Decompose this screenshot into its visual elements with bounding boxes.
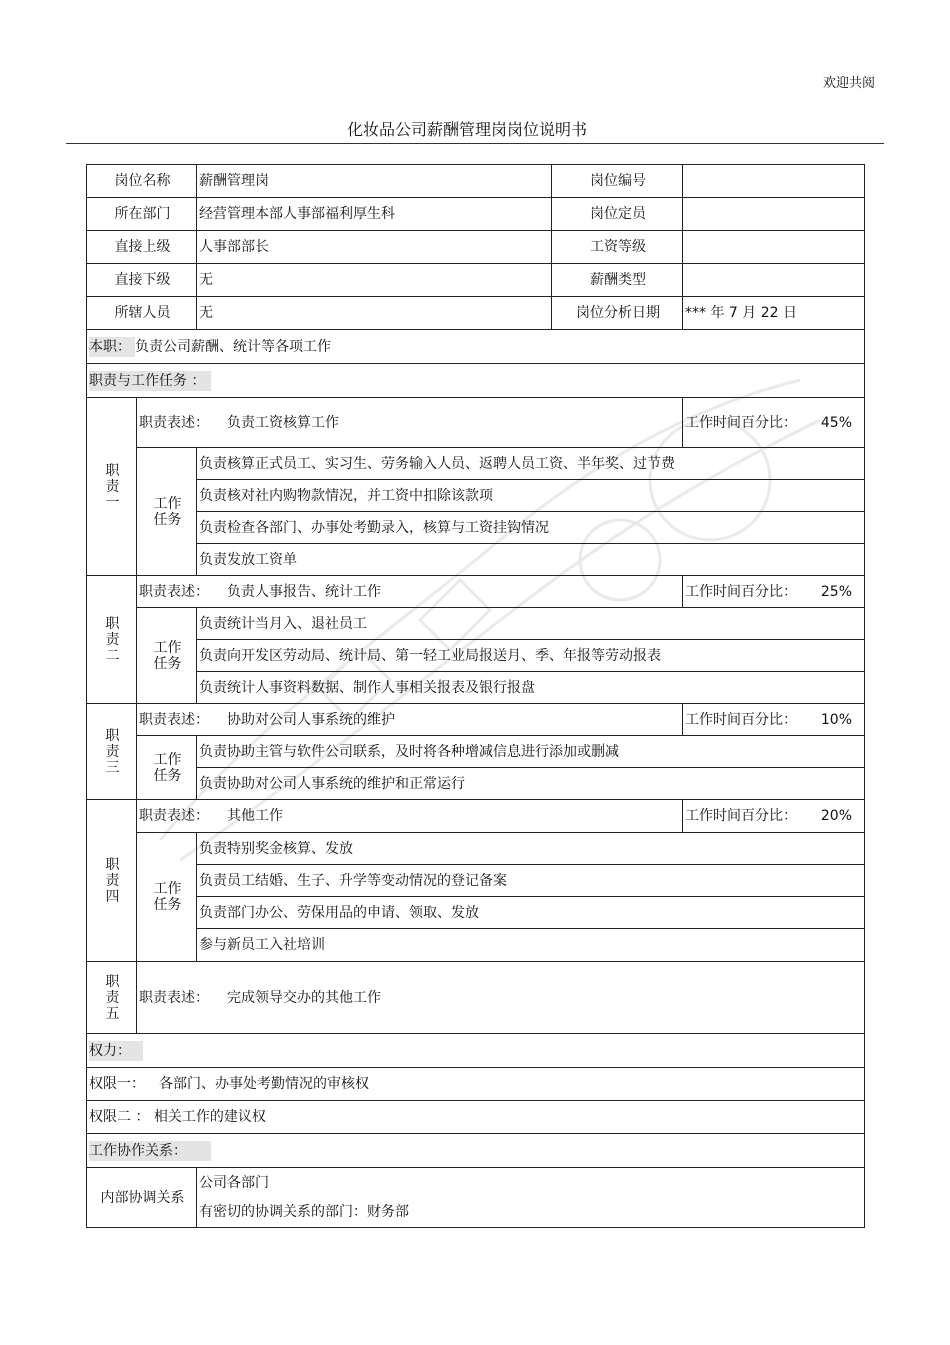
task-item: 负责协助主管与软件公司联系，及时将各种增减信息进行添加或删减 bbox=[197, 736, 865, 768]
task-row bbox=[87, 544, 865, 576]
task-item: 参与新员工入社培训 bbox=[197, 929, 865, 962]
info-label: 直接下级 bbox=[87, 264, 197, 297]
info-label: 岗位分析日期 bbox=[552, 297, 683, 330]
info-row bbox=[87, 297, 865, 330]
info-row bbox=[87, 198, 865, 231]
info-label: 所辖人员 bbox=[87, 297, 197, 330]
task-row bbox=[87, 672, 865, 704]
welcome-text: 欢迎共阅 bbox=[822, 76, 875, 91]
relations-header-row bbox=[87, 1134, 865, 1168]
info-label: 薪酬类型 bbox=[552, 264, 683, 297]
duty-name: 职 责 一 bbox=[87, 398, 137, 576]
info-value: 薪酬管理岗 bbox=[197, 165, 552, 198]
authority-header-row bbox=[87, 1034, 865, 1068]
authority-row bbox=[87, 1068, 865, 1101]
duties-header-cell bbox=[87, 364, 865, 398]
task-row bbox=[87, 608, 865, 640]
main-duty-row bbox=[87, 330, 865, 364]
task-item: 负责向开发区劳动局、统计局、第一轻工业局报送月、季、年报等劳动报表 bbox=[197, 640, 865, 672]
duty-desc: 职责表述： 负责工资核算工作 bbox=[137, 398, 683, 448]
info-value bbox=[683, 198, 865, 231]
task-label: 工作 任务 bbox=[137, 736, 197, 800]
info-row bbox=[87, 165, 865, 198]
relations-row bbox=[87, 1168, 865, 1228]
page-title: 化妆品公司薪酬管理岗岗位说明书 bbox=[346, 120, 587, 139]
duty-desc: 职责表述： 完成领导交办的其他工作 bbox=[137, 962, 865, 1034]
info-value: 无 bbox=[197, 264, 552, 297]
info-value: *** 年 7 月 22 日 bbox=[683, 297, 865, 330]
duties-header: 职责与工作任务 ： bbox=[89, 371, 211, 391]
task-item: 负责员工结婚、生子、升学等变动情况的登记备案 bbox=[197, 865, 865, 897]
job-description-table bbox=[86, 164, 865, 1228]
info-row bbox=[87, 231, 865, 264]
info-label: 岗位名称 bbox=[87, 165, 197, 198]
task-item: 负责统计人事资料数据、制作人事相关报表及银行报盘 bbox=[197, 672, 865, 704]
duty-desc-row bbox=[87, 398, 865, 448]
duty-desc: 职责表述： 协助对公司人事系统的维护 bbox=[137, 704, 683, 736]
task-item: 负责部门办公、劳保用品的申请、领取、发放 bbox=[197, 897, 865, 929]
task-row bbox=[87, 736, 865, 768]
relations-header-cell bbox=[87, 1134, 865, 1168]
task-label: 工作 任务 bbox=[137, 833, 197, 962]
task-item: 负责检查各部门、办事处考勤录入，核算与工资挂钩情况 bbox=[197, 512, 865, 544]
relations-label: 内部协调关系 bbox=[87, 1168, 197, 1228]
authority-row bbox=[87, 1101, 865, 1134]
info-row bbox=[87, 264, 865, 297]
info-value bbox=[683, 165, 865, 198]
info-value bbox=[683, 264, 865, 297]
duty-desc-row bbox=[87, 704, 865, 736]
info-label: 直接上级 bbox=[87, 231, 197, 264]
duty-percent: 工作时间百分比： 20% bbox=[683, 800, 865, 833]
duty-name: 职 责 五 bbox=[87, 962, 137, 1034]
duty-desc: 职责表述： 负责人事报告、统计工作 bbox=[137, 576, 683, 608]
authority-item: 权限二 ： 相关工作的建议权 bbox=[87, 1101, 865, 1134]
duty-percent: 工作时间百分比： 25% bbox=[683, 576, 865, 608]
authority-header: 权力： bbox=[89, 1041, 143, 1061]
info-value: 无 bbox=[197, 297, 552, 330]
info-value: 人事部部长 bbox=[197, 231, 552, 264]
task-item: 负责特别奖金核算、发放 bbox=[197, 833, 865, 865]
relations-content: 公司各部门 有密切的协调关系的部门：财务部 bbox=[197, 1168, 865, 1228]
duty-name: 职 责 四 bbox=[87, 800, 137, 962]
title-divider bbox=[66, 143, 884, 144]
task-item: 负责发放工资单 bbox=[197, 544, 865, 576]
task-row bbox=[87, 929, 865, 962]
duty-name: 职 责 二 bbox=[87, 576, 137, 704]
task-row bbox=[87, 865, 865, 897]
info-value bbox=[683, 231, 865, 264]
duty-percent: 工作时间百分比： 10% bbox=[683, 704, 865, 736]
task-item: 负责协助对公司人事系统的维护和正常运行 bbox=[197, 768, 865, 800]
task-row bbox=[87, 897, 865, 929]
main-duty-cell bbox=[87, 330, 865, 364]
duties-header-row bbox=[87, 364, 865, 398]
task-row bbox=[87, 768, 865, 800]
task-item: 负责核对社内购物款情况，并工资中扣除该款项 bbox=[197, 480, 865, 512]
task-row bbox=[87, 448, 865, 480]
relations-header: 工作协作关系： bbox=[89, 1141, 211, 1161]
info-value: 经营管理本部人事部福利厚生科 bbox=[197, 198, 552, 231]
info-label: 岗位定员 bbox=[552, 198, 683, 231]
info-label: 工资等级 bbox=[552, 231, 683, 264]
duty-desc-row bbox=[87, 800, 865, 833]
task-label: 工作 任务 bbox=[137, 448, 197, 576]
task-item: 负责核算正式员工、实习生、劳务输入人员、返聘人员工资、半年奖、过节费 bbox=[197, 448, 865, 480]
info-label: 岗位编号 bbox=[552, 165, 683, 198]
authority-item: 权限一： 各部门、办事处考勤情况的审核权 bbox=[87, 1068, 865, 1101]
task-label: 工作 任务 bbox=[137, 608, 197, 704]
duty-desc: 职责表述： 其他工作 bbox=[137, 800, 683, 833]
task-item: 负责统计当月入、退社员工 bbox=[197, 608, 865, 640]
task-row bbox=[87, 833, 865, 865]
authority-header-cell bbox=[87, 1034, 865, 1068]
main-duty-label: 本职： bbox=[89, 337, 135, 357]
task-row bbox=[87, 480, 865, 512]
duty-name: 职 责 三 bbox=[87, 704, 137, 800]
duty-desc-row bbox=[87, 576, 865, 608]
duty-percent: 工作时间百分比： 45% bbox=[683, 398, 865, 448]
main-duty-text: 负责公司薪酬、统计等各项工作 bbox=[135, 338, 331, 355]
info-label: 所在部门 bbox=[87, 198, 197, 231]
duty-desc-row bbox=[87, 962, 865, 1034]
task-row bbox=[87, 512, 865, 544]
task-row bbox=[87, 640, 865, 672]
